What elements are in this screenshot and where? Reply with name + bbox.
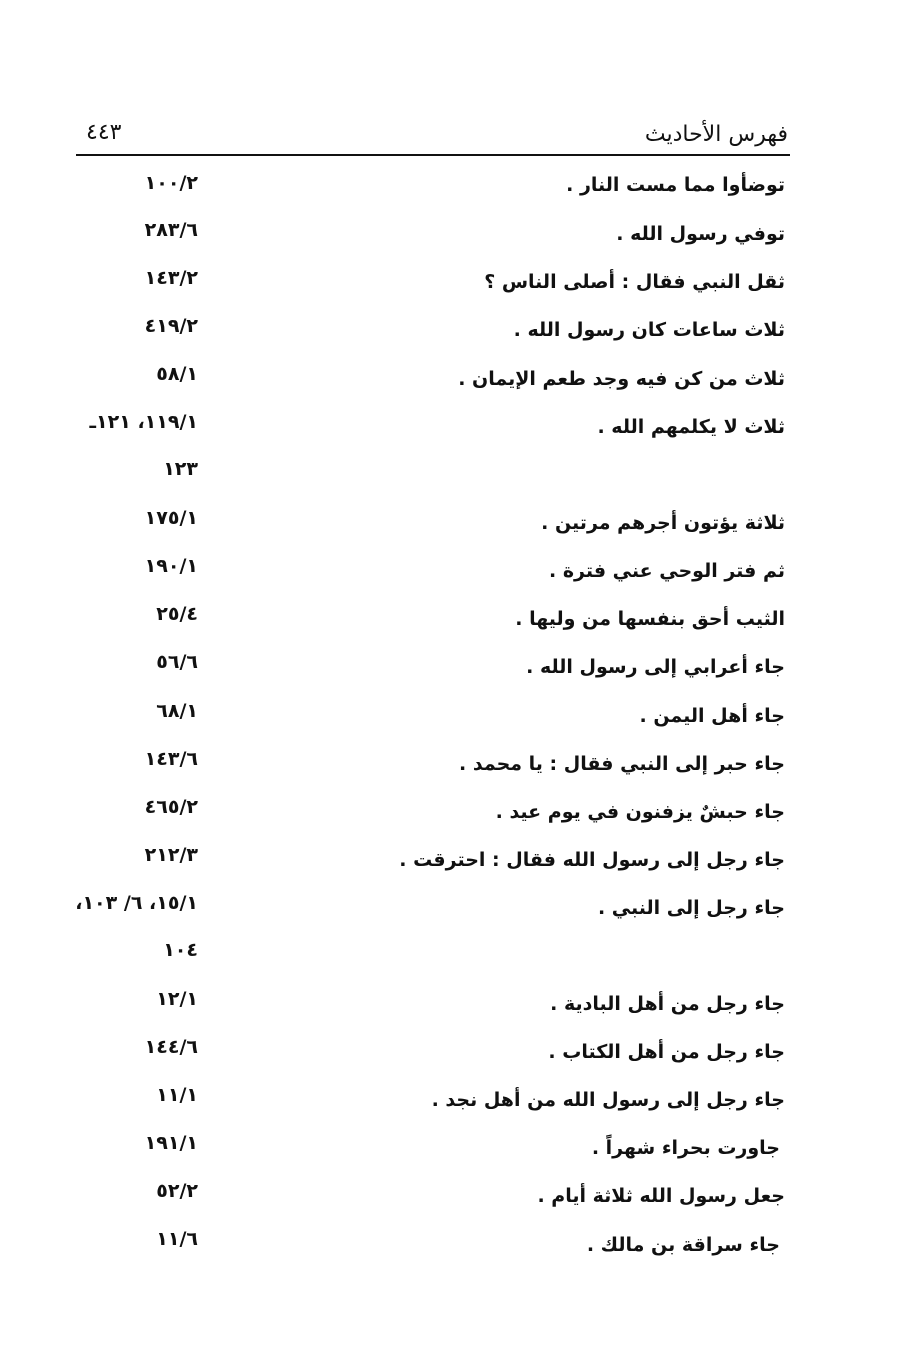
hadith-text: جاء حبشٌ يزفنون في يوم عيد . xyxy=(495,801,785,823)
hadith-reference: ٢٨٣/٦ xyxy=(144,219,198,241)
hadith-text: جعل رسول الله ثلاثة أيام . xyxy=(537,1185,785,1207)
hadith-text: جاء أعرابي إلى رسول الله . xyxy=(526,656,785,678)
hadith-reference: ٦٨/١ xyxy=(156,700,198,722)
page-number: ٤٤٣ xyxy=(86,120,122,145)
hadith-text: توفي رسول الله . xyxy=(616,223,785,245)
hadith-text: ثم فتر الوحي عني فترة . xyxy=(548,560,785,582)
hadith-reference: ١٠٠/٢ xyxy=(144,172,198,194)
hadith-reference: ١٤٣/٢ xyxy=(144,267,198,289)
hadith-text: جاء رجل إلى رسول الله من أهل نجد . xyxy=(431,1089,785,1111)
hadith-reference-continued: ١٢٣ xyxy=(163,458,198,480)
hadith-reference: ١٤٤/٦ xyxy=(144,1036,198,1058)
hadith-reference: ١٩٠/١ xyxy=(144,555,198,577)
hadith-reference: ٥٢/٢ xyxy=(156,1180,198,1202)
hadith-text: جاء سراقة بن مالك . xyxy=(586,1234,780,1256)
hadith-reference: ١١/٦ xyxy=(156,1228,198,1250)
hadith-reference: ٥٦/٦ xyxy=(156,651,198,673)
hadith-reference: ١٧٥/١ xyxy=(144,507,198,529)
hadith-text: ثلاث لا يكلمهم الله . xyxy=(597,416,785,438)
hadith-text: ثلاث ساعات كان رسول الله . xyxy=(513,319,785,341)
page-title: فهرس الأحاديث xyxy=(644,122,788,147)
hadith-reference: ١٢/١ xyxy=(156,988,198,1010)
hadith-reference: ٢٥/٤ xyxy=(156,603,198,625)
hadith-reference: ١٩١/١ xyxy=(144,1132,198,1154)
hadith-text: جاء حبر إلى النبي فقال : يا محمد . xyxy=(459,753,785,775)
hadith-reference: ٥٨/١ xyxy=(156,363,198,385)
hadith-reference: ١١٩/١، ١٢١ـ xyxy=(89,411,198,433)
hadith-reference: ١٤٣/٦ xyxy=(144,748,198,770)
hadith-text: ثلاثة يؤتون أجرهم مرتين . xyxy=(541,512,785,534)
hadith-text: جاء رجل من أهل الكتاب . xyxy=(548,1041,785,1063)
hadith-reference: ٤١٩/٢ xyxy=(144,315,198,337)
hadith-text: ثقل النبي فقال : أصلى الناس ؟ xyxy=(484,271,785,293)
hadith-text: ثلاث من كن فيه وجد طعم الإيمان . xyxy=(458,368,785,390)
hadith-reference: ٤٦٥/٢ xyxy=(144,796,198,818)
hadith-reference-continued: ١٠٤ xyxy=(163,939,198,961)
hadith-text: جاء أهل اليمن . xyxy=(639,705,785,727)
hadith-text: جاء رجل من أهل البادية . xyxy=(550,993,785,1015)
hadith-text: جاء رجل إلى النبي . xyxy=(597,897,785,919)
hadith-reference: ١١/١ xyxy=(156,1084,198,1106)
hadith-reference: ٢١٢/٣ xyxy=(144,844,198,866)
hadith-text: جاء رجل إلى رسول الله فقال : احترقت . xyxy=(399,849,785,871)
hadith-text: توضأوا مما مست النار . xyxy=(566,174,785,196)
hadith-text: الثيب أحق بنفسها من وليها . xyxy=(515,608,785,630)
hadith-text: جاورت بحراء شهراً . xyxy=(591,1137,780,1159)
hadith-reference: ١٥/١، ٦/ ١٠٣، xyxy=(75,892,198,914)
